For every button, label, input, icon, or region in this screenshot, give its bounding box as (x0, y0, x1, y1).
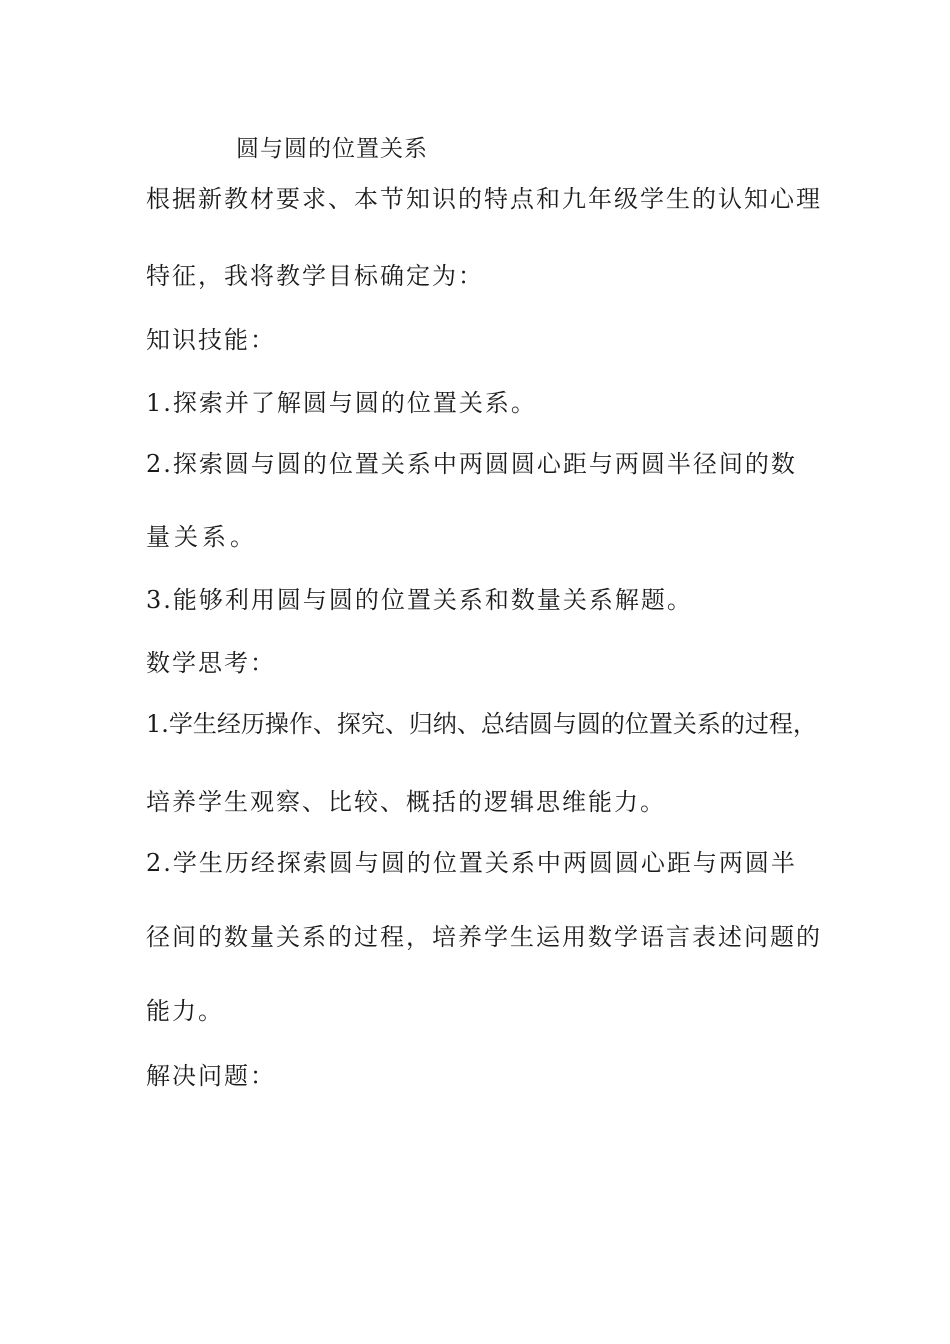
list-item-thinking-1: 1.学生经历操作、探究、归纳、总结圆与圆的位置关系的过程， (146, 710, 817, 738)
list-item-knowledge-1: 1.探索并了解圆与圆的位置关系。 (146, 389, 537, 417)
list-item-thinking-2-continued: 径间的数量关系的过程，培养学生运用数学语言表述问题的 (146, 923, 822, 951)
paragraph-line-1: 根据新教材要求、本节知识的特点和九年级学生的认知心理 (146, 185, 822, 213)
list-item-thinking-2-end: 能力。 (146, 997, 224, 1025)
list-item-knowledge-2-continued: 量关系。 (146, 523, 258, 551)
list-item-knowledge-3: 3.能够利用圆与圆的位置关系和数量关系解题。 (146, 586, 693, 614)
list-item-thinking-1-continued: 培养学生观察、比较、概括的逻辑思维能力。 (146, 788, 666, 816)
section-heading-problem-solving: 解决问题： (146, 1062, 276, 1090)
document-title: 圆与圆的位置关系 (236, 136, 428, 162)
section-heading-knowledge-skills: 知识技能： (146, 326, 276, 354)
list-item-thinking-2: 2.学生历经探索圆与圆的位置关系中两圆圆心距与两圆半 (146, 849, 797, 877)
section-heading-math-thinking: 数学思考： (146, 649, 276, 677)
list-item-knowledge-2: 2.探索圆与圆的位置关系中两圆圆心距与两圆半径间的数 (146, 450, 797, 478)
paragraph-line-2: 特征，我将教学目标确定为： (146, 262, 484, 290)
